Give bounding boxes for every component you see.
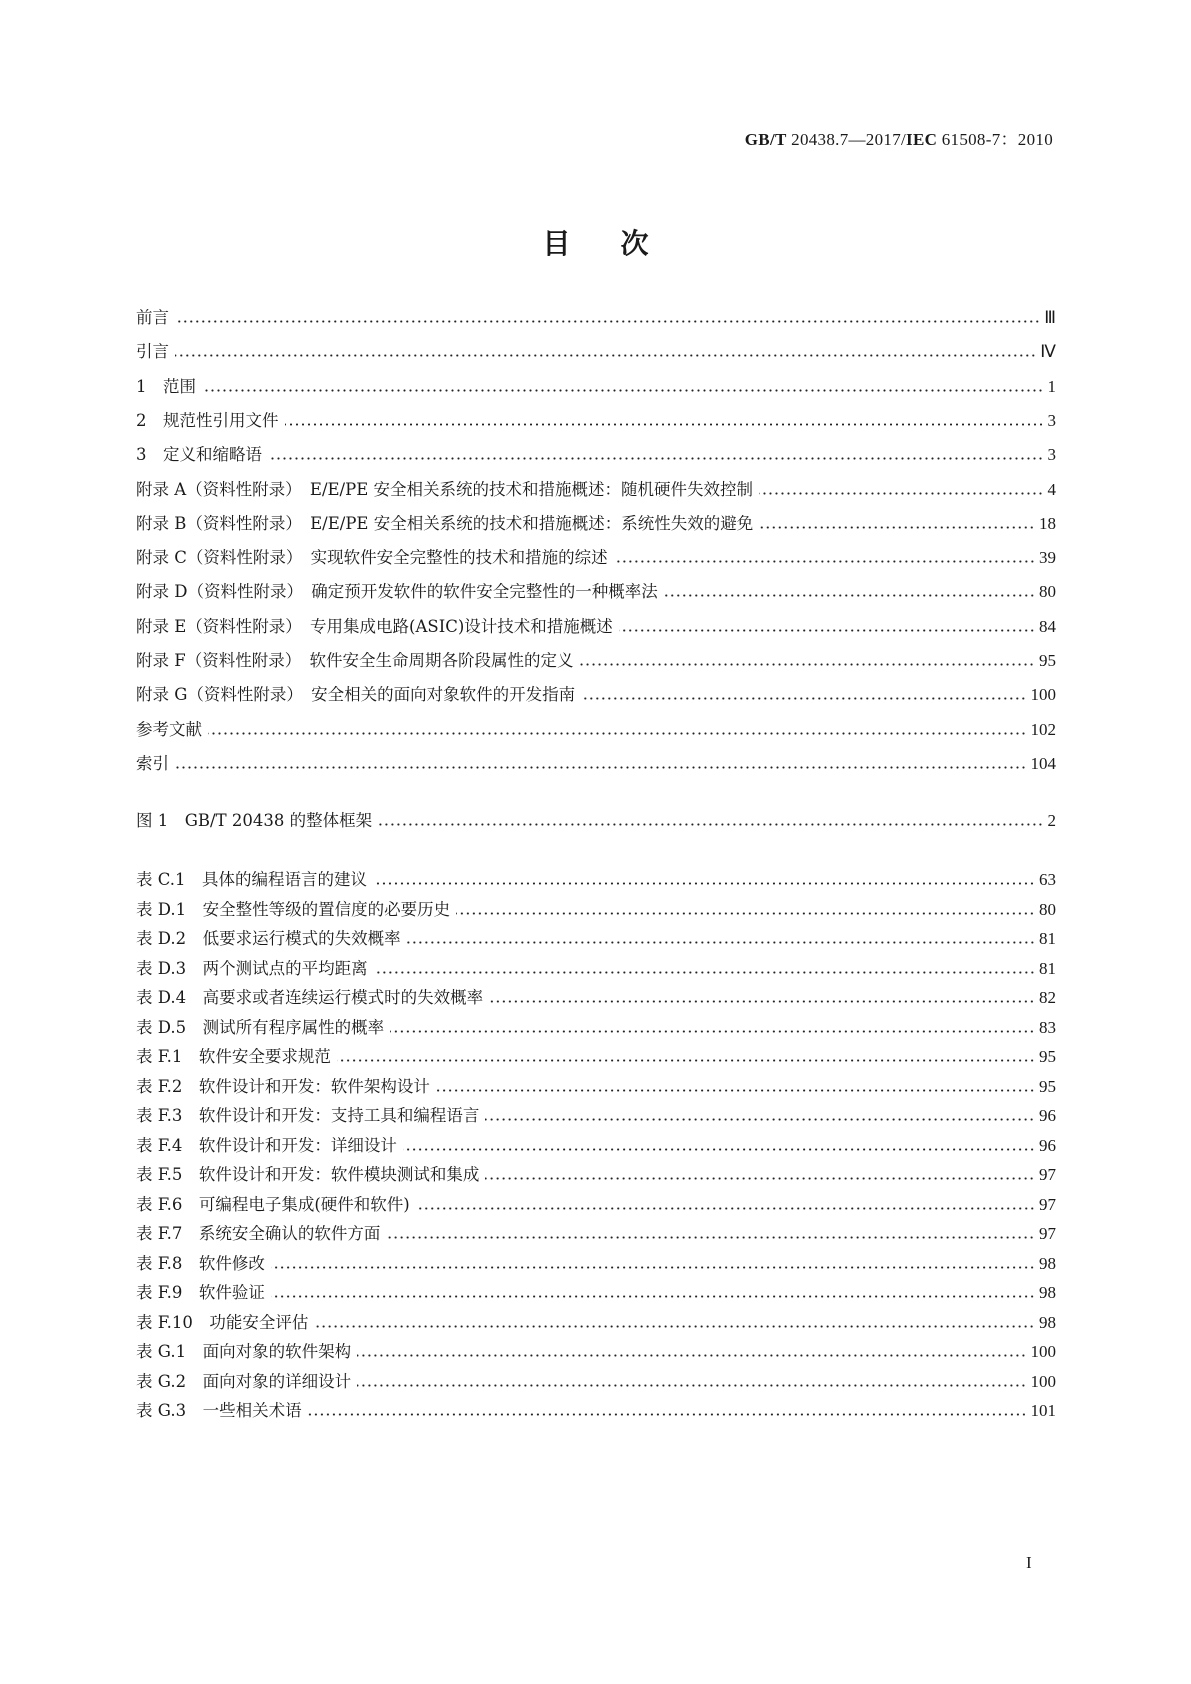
dot-leader [436, 1089, 1035, 1092]
toc-entry-chapters[interactable] [136, 749, 1056, 775]
toc-entry-label: 附录 A（资料性附录） E/E/PE 安全相关系统的技术和措施概述：随机硬件失效控制 [136, 479, 754, 499]
toc-entry-page: 80 [1039, 582, 1056, 602]
dot-leader [485, 1177, 1035, 1180]
dot-leader [456, 912, 1035, 915]
dot-leader [619, 629, 1035, 632]
toc-entry-chapters[interactable] [136, 509, 1056, 535]
toc-entry-chapters[interactable] [136, 680, 1056, 706]
toc-entry-page: 98 [1039, 1253, 1056, 1273]
toc-entry-tables[interactable] [136, 1278, 1056, 1304]
toc-entry-tables[interactable] [136, 1072, 1056, 1098]
dot-leader [579, 663, 1035, 666]
toc-entry-page: 18 [1039, 513, 1056, 533]
toc-entry-label: 表 D.1 安全整性等级的置信度的必要历史 [136, 899, 451, 919]
toc-entry-chapters[interactable] [136, 406, 1056, 432]
toc-entry-page: 82 [1039, 988, 1056, 1007]
toc-entry-chapters[interactable] [136, 577, 1056, 603]
toc-entry-page: 83 [1039, 1017, 1056, 1037]
dot-leader [581, 697, 1026, 700]
toc-entry-tables[interactable] [136, 983, 1056, 1009]
toc-entry-label: 表 F.1 软件安全要求规范 [136, 1047, 331, 1066]
toc-entry-label: 2 规范性引用文件 [136, 410, 279, 430]
toc-entry-label: 表 F.2 软件设计和开发：软件架构设计 [136, 1076, 430, 1096]
dot-leader [308, 1413, 1027, 1416]
dot-leader [373, 882, 1035, 885]
toc-entry-tables[interactable] [136, 1190, 1056, 1216]
toc-entry-page: 100 [1030, 685, 1056, 705]
toc-entry-label: 表 G.1 面向对象的软件架构 [136, 1342, 352, 1361]
toc-entry-page: 100 [1030, 1371, 1056, 1391]
toc-entry-page: 95 [1039, 1047, 1056, 1066]
toc-entry-page: 98 [1039, 1312, 1056, 1332]
toc-entry-chapters[interactable] [136, 303, 1056, 329]
dot-leader [357, 1384, 1026, 1387]
toc-entry-label: 表 D.3 两个测试点的平均距离 [136, 958, 368, 978]
dot-leader [407, 941, 1035, 944]
toc-entry-label: 表 G.3 一些相关术语 [136, 1401, 302, 1420]
toc-entry-label: 表 D.2 低要求运行模式的失效概率 [136, 929, 401, 948]
dot-leader [202, 389, 1044, 392]
toc-entry-tables[interactable] [136, 1219, 1056, 1245]
toc-entry-page: 104 [1030, 753, 1056, 773]
toc-entry-page: 80 [1039, 899, 1056, 919]
dot-leader [485, 1118, 1035, 1121]
toc-entry-chapters[interactable] [136, 337, 1056, 363]
toc-entry-page: 39 [1039, 548, 1056, 568]
toc-entry-tables[interactable] [136, 1337, 1056, 1363]
iec-code-bold: IEC [906, 130, 938, 149]
toc-entry-chapters[interactable] [136, 372, 1056, 398]
dot-leader [759, 492, 1043, 495]
dot-leader [314, 1325, 1035, 1328]
toc-entry-chapters[interactable] [136, 440, 1056, 466]
dot-leader [390, 1030, 1035, 1033]
toc-entry-label: 表 F.4 软件设计和开发：详细设计 [136, 1135, 397, 1155]
toc-entry-page: 3 [1047, 445, 1056, 465]
toc-entry-label: 附录 G（资料性附录） 安全相关的面向对象软件的开发指南 [136, 685, 576, 705]
toc-entry-tables[interactable] [136, 1308, 1056, 1334]
page-title: 目次 [542, 227, 699, 260]
toc-entry-page: 98 [1039, 1283, 1056, 1302]
dot-leader [208, 732, 1027, 735]
toc-entry-tables[interactable] [136, 1160, 1056, 1186]
toc-entry-label: 3 定义和缩略语 [136, 445, 262, 465]
toc-entry-tables[interactable] [136, 1101, 1056, 1127]
dot-leader [175, 320, 1040, 323]
dot-leader [489, 1000, 1035, 1003]
toc-entry-chapters[interactable] [136, 646, 1056, 672]
dot-leader [759, 526, 1035, 529]
toc-entry-label: 附录 F（资料性附录） 软件安全生命周期各阶段属性的定义 [136, 651, 574, 670]
toc-entry-tables[interactable] [136, 1367, 1056, 1393]
toc-entry-label: 表 F.6 可编程电子集成(硬件和软件) [136, 1194, 410, 1214]
toc-entry-page: 101 [1030, 1401, 1056, 1420]
toc-entry-page: 81 [1039, 958, 1056, 978]
toc-entry-label: 表 C.1 具体的编程语言的建议 [136, 870, 368, 889]
toc-entry-label: 表 F.5 软件设计和开发：软件模块测试和集成 [136, 1165, 480, 1184]
toc-entry-label: 表 F.10 功能安全评估 [136, 1312, 309, 1332]
toc-entry-tables[interactable] [136, 924, 1056, 950]
toc-entry-page: 96 [1039, 1106, 1056, 1125]
dot-leader [175, 766, 1027, 769]
toc-entry-label: 参考文献 [136, 719, 202, 739]
dot-leader [271, 1266, 1035, 1269]
toc-entry-page: 1 [1047, 376, 1056, 396]
toc-entry-page: 97 [1039, 1165, 1056, 1184]
toc-entry-figures[interactable] [136, 806, 1056, 832]
toc-entry-tables[interactable] [136, 1131, 1056, 1157]
toc-entry-tables[interactable] [136, 1396, 1056, 1422]
toc-entry-page: 3 [1047, 410, 1056, 430]
dot-leader [337, 1059, 1035, 1062]
toc-entry-tables[interactable] [136, 865, 1056, 891]
dot-leader [664, 594, 1035, 597]
toc-entry-chapters[interactable] [136, 475, 1056, 501]
toc-entry-page: 97 [1039, 1194, 1056, 1214]
dot-leader [271, 1295, 1035, 1298]
toc-entry-label: 表 G.2 面向对象的详细设计 [136, 1371, 352, 1391]
toc-entry-page: Ⅲ [1044, 308, 1056, 327]
toc-entry-page: 97 [1039, 1224, 1056, 1243]
toc-entry-label: 附录 D（资料性附录） 确定预开发软件的软件安全完整性的一种概率法 [136, 582, 658, 602]
standard-code-bold: GB/T [744, 130, 787, 149]
dot-leader [285, 423, 1044, 426]
toc-entry-label: 图 1 GB/T 20438 的整体框架 [136, 811, 373, 830]
toc-entry-page: 102 [1030, 719, 1056, 739]
toc-entry-label: 表 D.5 测试所有程序属性的概率 [136, 1017, 385, 1037]
toc-entry-label: 前言 [136, 308, 169, 327]
standard-code-rest: 20438.7—2017/ [786, 130, 907, 149]
dot-leader [386, 1236, 1035, 1239]
toc-entry-tables[interactable] [136, 895, 1056, 921]
toc-entry-chapters[interactable] [136, 612, 1056, 638]
toc-entry-label: 附录 B（资料性附录） E/E/PE 安全相关系统的技术和措施概述：系统性失效的避免 [136, 513, 754, 533]
toc-entry-tables[interactable] [136, 954, 1056, 980]
dot-leader [175, 354, 1036, 357]
toc-entry-label: 表 F.7 系统安全确认的软件方面 [136, 1224, 381, 1243]
document-standard-header [745, 125, 1053, 150]
toc-entry-tables[interactable] [136, 1042, 1056, 1068]
toc-entry-label: 表 F.8 软件修改 [136, 1253, 265, 1273]
toc-entry-label: 附录 C（资料性附录） 实现软件安全完整性的技术和措施的综述 [136, 548, 608, 568]
toc-entry-page: 4 [1047, 479, 1056, 499]
toc-entry-chapters[interactable] [136, 543, 1056, 569]
toc-entry-label: 表 F.3 软件设计和开发：支持工具和编程语言 [136, 1106, 480, 1125]
toc-entry-page: 81 [1039, 929, 1056, 948]
toc-entry-page: 100 [1030, 1342, 1056, 1361]
dot-leader [416, 1207, 1035, 1210]
toc-entry-page: 84 [1039, 616, 1056, 636]
toc-entry-page: 63 [1039, 870, 1056, 889]
toc-entry-label: 1 范围 [136, 376, 196, 396]
toc-entry-page: 95 [1039, 651, 1056, 670]
toc-entry-chapters[interactable] [136, 715, 1056, 741]
toc-entry-tables[interactable] [136, 1249, 1056, 1275]
iec-code-rest: 61508-7：2010 [937, 130, 1053, 149]
toc-entry-page: Ⅳ [1040, 342, 1056, 362]
dot-leader [378, 823, 1043, 826]
dot-leader [268, 457, 1044, 460]
toc-entry-label: 索引 [136, 753, 169, 773]
toc-entry-label: 表 D.4 高要求或者连续运行模式时的失效概率 [136, 988, 484, 1007]
toc-entry-label: 引言 [136, 342, 169, 362]
toc-entry-label: 表 F.9 软件验证 [136, 1283, 265, 1302]
dot-leader [357, 1354, 1026, 1357]
toc-entry-label: 附录 E（资料性附录） 专用集成电路(ASIC)设计技术和措施概述 [136, 616, 613, 636]
toc-entry-page: 96 [1039, 1135, 1056, 1155]
dot-leader [614, 560, 1035, 563]
toc-entry-tables[interactable] [136, 1013, 1056, 1039]
dot-leader [374, 971, 1035, 974]
toc-entry-page: 2 [1047, 811, 1056, 830]
toc-entry-page: 95 [1039, 1076, 1056, 1096]
dot-leader [403, 1148, 1035, 1151]
footer-page-number: I [1026, 1553, 1032, 1572]
